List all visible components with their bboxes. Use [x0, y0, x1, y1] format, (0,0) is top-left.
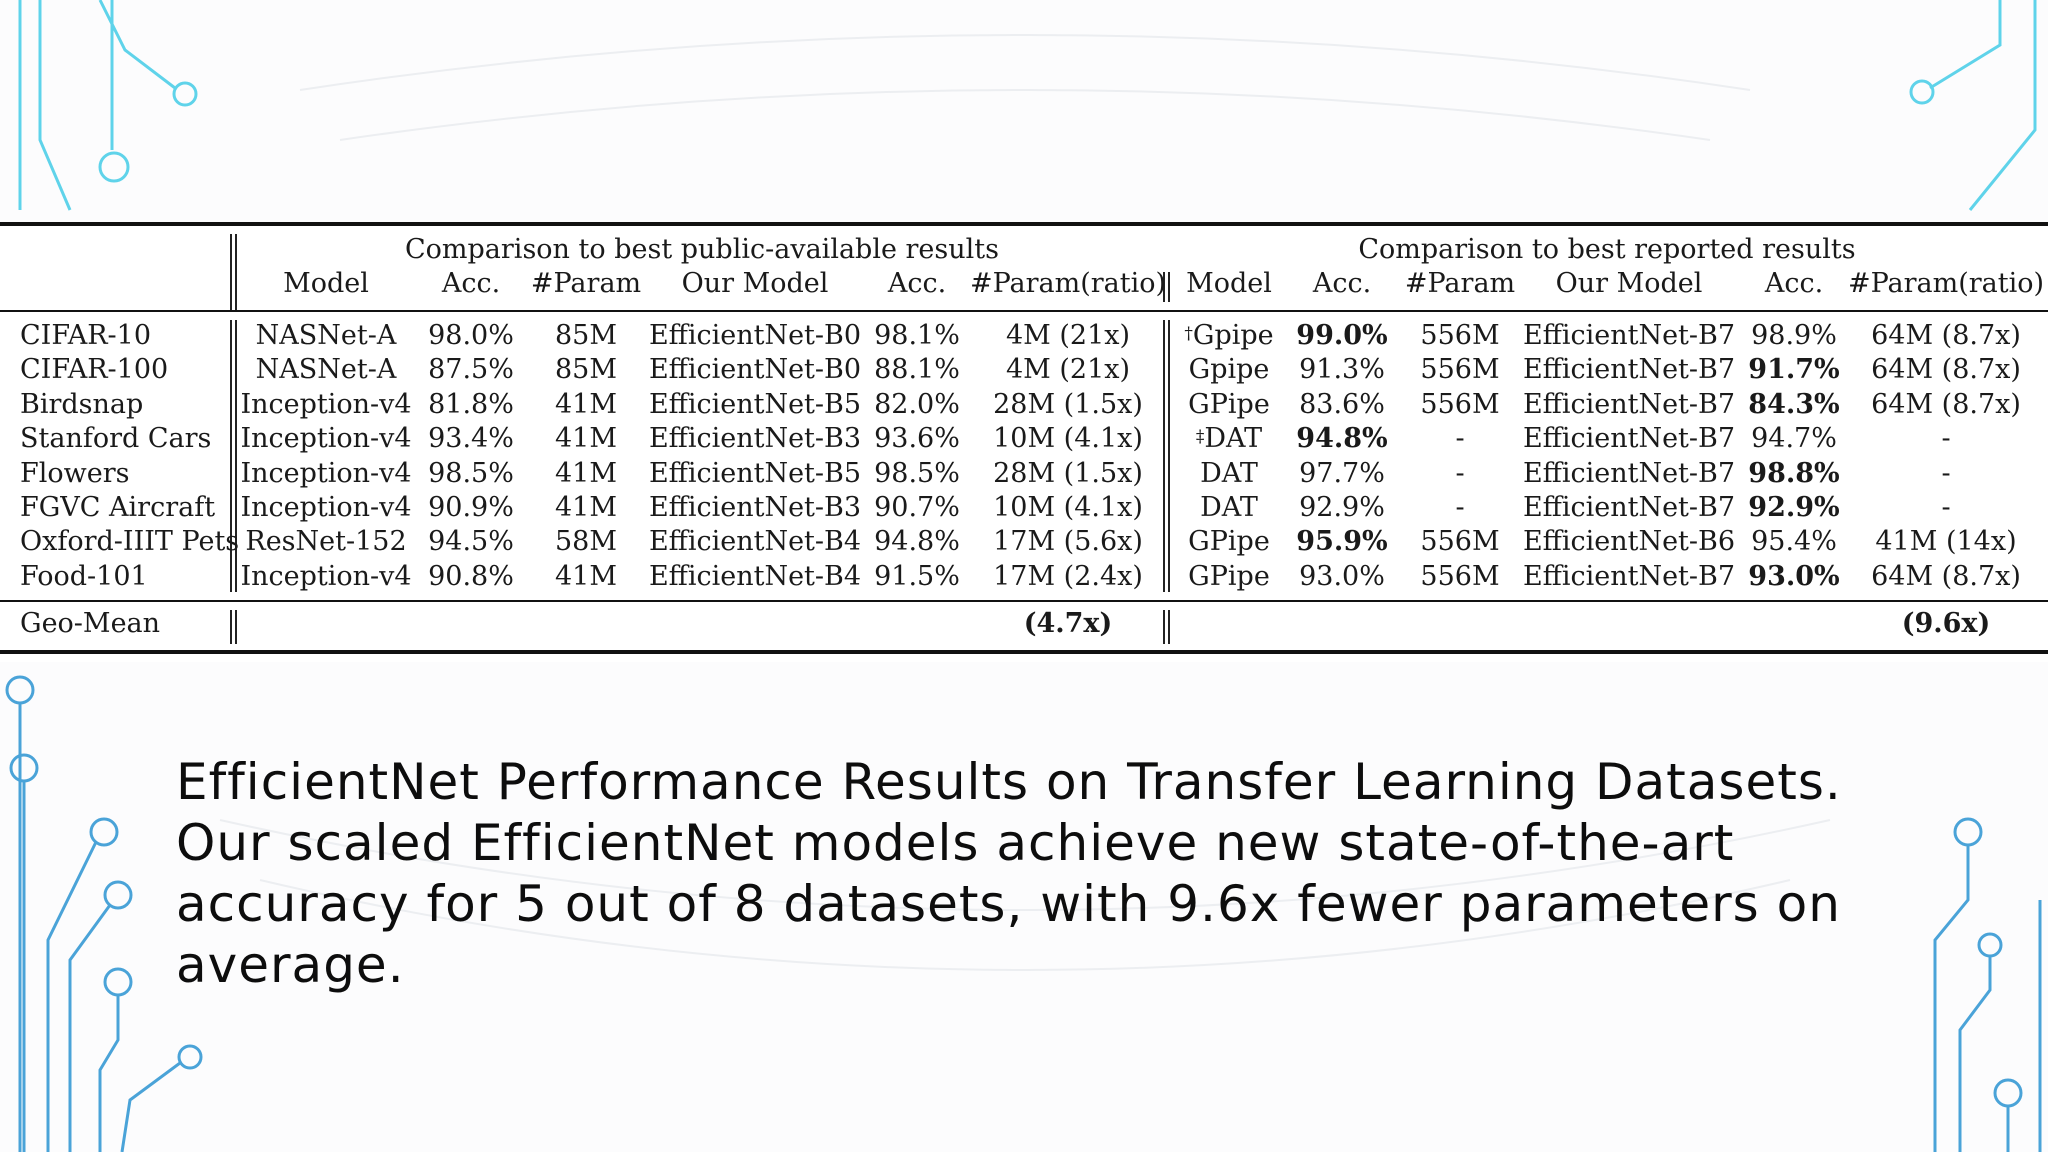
cell-l-ratio — [993, 561, 1143, 593]
cell-value: DAT — [1200, 457, 1258, 489]
cell-value: Food-101 — [20, 560, 148, 592]
cell-value: ResNet-152 — [245, 526, 407, 558]
cell-value: 82.0% — [874, 388, 960, 420]
cell-r-ours — [1523, 423, 1735, 455]
cell-value: 95.9% — [1296, 526, 1388, 558]
cell-r-param — [1420, 389, 1499, 421]
cell-value: EfficientNet-B0 — [648, 354, 862, 386]
cell-value: 41M — [554, 457, 618, 489]
cell-value: 93.0% — [1299, 560, 1385, 592]
cell-value: 83.6% — [1299, 388, 1385, 420]
cell-value: 556M — [1420, 320, 1500, 351]
cell-r-ratio — [1941, 423, 1950, 455]
cell-value: 94.8% — [874, 526, 960, 558]
cell-l-acc — [428, 561, 514, 593]
cell-dataset — [20, 561, 148, 593]
cell-r-acc — [1299, 492, 1385, 524]
cell-r-ours — [1523, 320, 1735, 352]
cell-l-ratio — [993, 526, 1143, 558]
cell-r-model — [1189, 354, 1270, 386]
cell-value: EfficientNet-B4 — [648, 526, 862, 558]
cell-value: GPipe — [1188, 560, 1270, 592]
cell-r-our-acc — [1748, 389, 1839, 421]
cell-dataset — [20, 389, 143, 421]
cell-value: 98.5% — [428, 457, 514, 489]
cell-r-our-acc — [1748, 354, 1839, 386]
cell-l-ours — [649, 561, 861, 593]
cell-r-ours — [1523, 526, 1735, 558]
cell-value: Oxford-IIIT Pets — [20, 526, 240, 558]
group-header-reported: Comparison to best reported results — [1358, 234, 1856, 265]
cell-l-ours — [649, 320, 861, 352]
cell-value: 90.9% — [428, 492, 514, 523]
cell-value: 98.8% — [1748, 457, 1840, 489]
cell-l-ours — [649, 458, 861, 490]
cell-value: EfficientNet-B7 — [1522, 354, 1736, 386]
cell-r-param — [1420, 320, 1499, 352]
cell-value: EfficientNet-B7 — [1522, 423, 1736, 455]
col-header-our-acc: Acc. — [887, 268, 947, 299]
cell-r-ratio — [1871, 561, 2021, 593]
cell-value: 556M — [1420, 388, 1500, 420]
cell-value: 41M — [554, 423, 618, 455]
cell-r-ratio — [1941, 458, 1950, 490]
cell-l-our-acc — [874, 526, 960, 558]
cell-value: - — [1455, 457, 1465, 489]
cell-value: 93.0% — [1748, 560, 1840, 592]
cell-value: FGVC Aircraft — [20, 492, 216, 523]
footnote-mark: † — [1184, 324, 1193, 344]
cell-l-acc — [428, 354, 514, 386]
header-rule — [0, 310, 2048, 312]
cell-r-acc — [1299, 561, 1385, 593]
cell-dataset — [20, 492, 215, 524]
geo-mean-right: (9.6x) — [1901, 608, 1991, 639]
cell-value: 556M — [1420, 354, 1500, 386]
cell-value: Inception-v4 — [240, 423, 412, 455]
cell-l-ours — [649, 423, 861, 455]
cell-value: Gpipe — [1192, 320, 1274, 351]
col-header-model: Model — [283, 268, 369, 299]
cell-l-model — [240, 458, 411, 490]
cell-value: EfficientNet-B5 — [648, 388, 862, 420]
cell-value: CIFAR-100 — [20, 354, 169, 386]
cell-value: 90.7% — [874, 492, 960, 523]
cell-l-acc — [428, 526, 514, 558]
cell-value: 98.9% — [1751, 320, 1837, 351]
col-header-param: #Param — [530, 268, 642, 299]
cell-l-param — [555, 561, 617, 593]
cell-l-param — [555, 389, 617, 421]
cell-r-acc — [1299, 354, 1385, 386]
cell-value: 94.8% — [1296, 423, 1388, 455]
cell-l-acc — [428, 389, 514, 421]
cell-l-param — [555, 458, 617, 490]
top-rule — [0, 222, 2048, 226]
cell-value: 58M — [554, 526, 618, 558]
cell-value: 90.8% — [428, 560, 514, 592]
cell-r-param — [1420, 354, 1499, 386]
cell-value: EfficientNet-B7 — [1522, 320, 1736, 351]
cell-dataset — [20, 458, 129, 490]
cell-r-param — [1420, 526, 1499, 558]
cell-r-model — [1200, 492, 1258, 524]
col-header-param-ratio: #Param(ratio) — [969, 268, 1167, 299]
cell-r-param — [1455, 492, 1464, 524]
col-header-r-param-ratio: #Param(ratio) — [1847, 268, 2045, 299]
cell-l-ratio — [993, 458, 1143, 490]
cell-value: 93.4% — [428, 423, 514, 455]
cell-r-ratio — [1875, 526, 2016, 558]
cell-value: 97.7% — [1299, 457, 1385, 489]
cell-value: GPipe — [1188, 388, 1270, 420]
cell-value: EfficientNet-B7 — [1522, 492, 1736, 523]
cell-l-ratio — [993, 492, 1143, 524]
cell-value: EfficientNet-B4 — [648, 560, 862, 592]
cell-l-acc — [428, 492, 514, 524]
cell-r-acc — [1296, 526, 1387, 558]
cell-value: 94.7% — [1751, 423, 1837, 455]
cell-l-acc — [428, 423, 514, 455]
cell-l-param — [555, 320, 617, 352]
results-table — [0, 222, 2048, 662]
cell-l-ratio — [1006, 320, 1130, 352]
cell-l-model — [245, 526, 406, 558]
cell-l-model — [240, 561, 411, 593]
cell-value: 91.7% — [1748, 354, 1840, 386]
cell-l-ratio — [993, 423, 1143, 455]
cell-value: 93.6% — [874, 423, 960, 455]
cell-l-our-acc — [874, 423, 960, 455]
cell-value: CIFAR-10 — [20, 320, 152, 351]
cell-value: 41M — [554, 560, 618, 592]
cell-value: 17M (5.6x) — [993, 526, 1143, 558]
cell-value: EfficientNet-B0 — [648, 320, 862, 351]
cell-l-param — [555, 492, 617, 524]
cell-l-model — [240, 423, 411, 455]
cell-l-param — [555, 354, 617, 386]
cell-value: 88.1% — [874, 354, 960, 386]
cell-r-param — [1455, 458, 1464, 490]
cell-value: EfficientNet-B3 — [648, 423, 862, 455]
cell-value: EfficientNet-B3 — [648, 492, 862, 523]
cell-value: EfficientNet-B5 — [648, 457, 862, 489]
cell-l-our-acc — [874, 458, 960, 490]
cell-r-model — [1188, 526, 1270, 558]
cell-r-model — [1188, 389, 1270, 421]
cell-l-our-acc — [874, 354, 960, 386]
cell-l-model — [256, 320, 397, 352]
cell-value: EfficientNet-B7 — [1522, 457, 1736, 489]
cell-value: - — [1941, 457, 1951, 489]
cell-value: Stanford Cars — [20, 423, 212, 455]
cell-value: 92.9% — [1748, 492, 1840, 523]
cell-l-our-acc — [874, 320, 960, 352]
cell-value: Gpipe — [1188, 354, 1270, 386]
cell-value: EfficientNet-B7 — [1522, 388, 1736, 420]
cell-r-our-acc — [1748, 492, 1839, 524]
cell-value: 556M — [1420, 526, 1500, 558]
cell-r-ratio — [1871, 389, 2021, 421]
cell-value: 85M — [554, 320, 618, 351]
cell-value: 91.5% — [874, 560, 960, 592]
col-header-r-our-acc: Acc. — [1764, 268, 1824, 299]
cell-value: 81.8% — [428, 388, 514, 420]
cell-value: 10M (4.1x) — [993, 492, 1143, 523]
cell-r-param — [1455, 423, 1464, 455]
cell-value: 92.9% — [1299, 492, 1385, 523]
cell-r-ratio — [1941, 492, 1950, 524]
cell-r-our-acc — [1751, 526, 1837, 558]
cell-dataset — [20, 526, 239, 558]
cell-l-our-acc — [874, 561, 960, 593]
cell-r-param — [1420, 561, 1499, 593]
cell-value: Inception-v4 — [240, 492, 412, 523]
cell-l-ratio — [1006, 354, 1130, 386]
cell-r-our-acc — [1751, 423, 1837, 455]
cell-l-param — [555, 526, 617, 558]
cell-value: EfficientNet-B7 — [1522, 560, 1736, 592]
cell-value: 64M (8.7x) — [1871, 560, 2021, 592]
cell-r-acc — [1296, 320, 1387, 352]
cell-value: 64M (8.7x) — [1871, 354, 2021, 386]
cell-value: 87.5% — [428, 354, 514, 386]
slide-caption: EfficientNet Performance Results on Transfer Learning Datasets. Our scaled EfficientNet models achieve new state-of-the-art accuracy for 5 out of 8 datasets, with 9.6x fewer parameters on average. — [176, 753, 1842, 994]
cell-value: 98.0% — [428, 320, 514, 351]
cell-value: 64M (8.7x) — [1871, 320, 2021, 351]
cell-r-our-acc — [1751, 320, 1837, 352]
cell-r-ratio — [1871, 320, 2021, 352]
cell-value: Inception-v4 — [240, 457, 412, 489]
col-header-r-acc: Acc. — [1312, 268, 1372, 299]
cell-value: Inception-v4 — [240, 560, 412, 592]
col-header-r-our-model: Our Model — [1555, 268, 1703, 299]
cell-value: DAT — [1200, 492, 1258, 523]
cell-l-param — [555, 423, 617, 455]
cell-value: 556M — [1420, 560, 1500, 592]
geo-mean-label: Geo-Mean — [20, 608, 161, 639]
cell-value: 94.5% — [428, 526, 514, 558]
cell-value: 41M — [554, 388, 618, 420]
cell-value: NASNet-A — [255, 320, 397, 351]
cell-value: 17M (2.4x) — [993, 560, 1143, 592]
cell-l-ours — [649, 492, 861, 524]
cell-value: 84.3% — [1748, 388, 1840, 420]
cell-r-ratio — [1871, 354, 2021, 386]
cell-value: 4M (21x) — [1005, 354, 1131, 386]
cell-value: NASNet-A — [255, 354, 397, 386]
cell-value: 41M — [554, 492, 618, 523]
cell-l-our-acc — [874, 492, 960, 524]
cell-value: 98.1% — [874, 320, 960, 351]
cell-value: - — [1941, 423, 1951, 455]
cell-r-model — [1184, 320, 1273, 352]
cell-r-ours — [1523, 492, 1735, 524]
cell-l-ours — [649, 389, 861, 421]
cell-l-ours — [649, 354, 861, 386]
cell-l-model — [240, 492, 411, 524]
cell-l-ours — [649, 526, 861, 558]
col-header-r-model: Model — [1186, 268, 1272, 299]
cell-value: Flowers — [20, 457, 130, 489]
bottom-rule — [0, 650, 2048, 654]
cell-value: - — [1455, 423, 1465, 455]
cell-value: Birdsnap — [20, 388, 144, 420]
cell-value: - — [1455, 492, 1465, 523]
cell-r-our-acc — [1748, 561, 1839, 593]
cell-r-our-acc — [1748, 458, 1839, 490]
col-header-acc: Acc. — [441, 268, 501, 299]
footnote-mark: ‡ — [1195, 427, 1205, 448]
cell-r-ours — [1523, 354, 1735, 386]
group-header-public: Comparison to best public-available results — [405, 234, 999, 265]
cell-value: 4M (21x) — [1005, 320, 1131, 351]
cell-l-acc — [428, 458, 514, 490]
cell-r-model — [1200, 458, 1258, 490]
col-header-our-model: Our Model — [681, 268, 829, 299]
geo-mean-left: (4.7x) — [1023, 608, 1113, 639]
cell-value: 10M (4.1x) — [993, 423, 1143, 455]
cell-dataset — [20, 423, 211, 455]
cell-value: DAT — [1204, 423, 1263, 455]
cell-value: Inception-v4 — [240, 388, 412, 420]
cell-r-ours — [1523, 561, 1735, 593]
cell-value: 28M (1.5x) — [993, 388, 1143, 420]
cell-r-ours — [1523, 458, 1735, 490]
cell-value: - — [1941, 492, 1951, 523]
cell-value: EfficientNet-B6 — [1522, 526, 1736, 558]
cell-value: GPipe — [1188, 526, 1270, 558]
cell-r-acc — [1296, 423, 1387, 455]
cell-r-acc — [1299, 458, 1385, 490]
cell-value: 98.5% — [874, 457, 960, 489]
cell-r-model — [1196, 423, 1262, 455]
cell-value: 99.0% — [1296, 320, 1388, 351]
cell-value: 28M (1.5x) — [993, 457, 1143, 489]
cell-r-model — [1188, 561, 1270, 593]
cell-l-model — [240, 389, 411, 421]
cell-l-ratio — [993, 389, 1143, 421]
cell-value: 95.4% — [1751, 526, 1837, 558]
cell-dataset — [20, 320, 151, 352]
cell-dataset — [20, 354, 168, 386]
cell-l-model — [256, 354, 397, 386]
cell-value: 85M — [554, 354, 618, 386]
cell-l-acc — [428, 320, 514, 352]
cell-l-our-acc — [874, 389, 960, 421]
col-header-r-param: #Param — [1404, 268, 1516, 299]
geo-rule — [0, 600, 2048, 602]
cell-r-ours — [1523, 389, 1735, 421]
cell-value: 64M (8.7x) — [1871, 388, 2021, 420]
cell-r-acc — [1299, 389, 1385, 421]
cell-value: 91.3% — [1299, 354, 1385, 386]
cell-value: 41M (14x) — [1875, 526, 2017, 558]
